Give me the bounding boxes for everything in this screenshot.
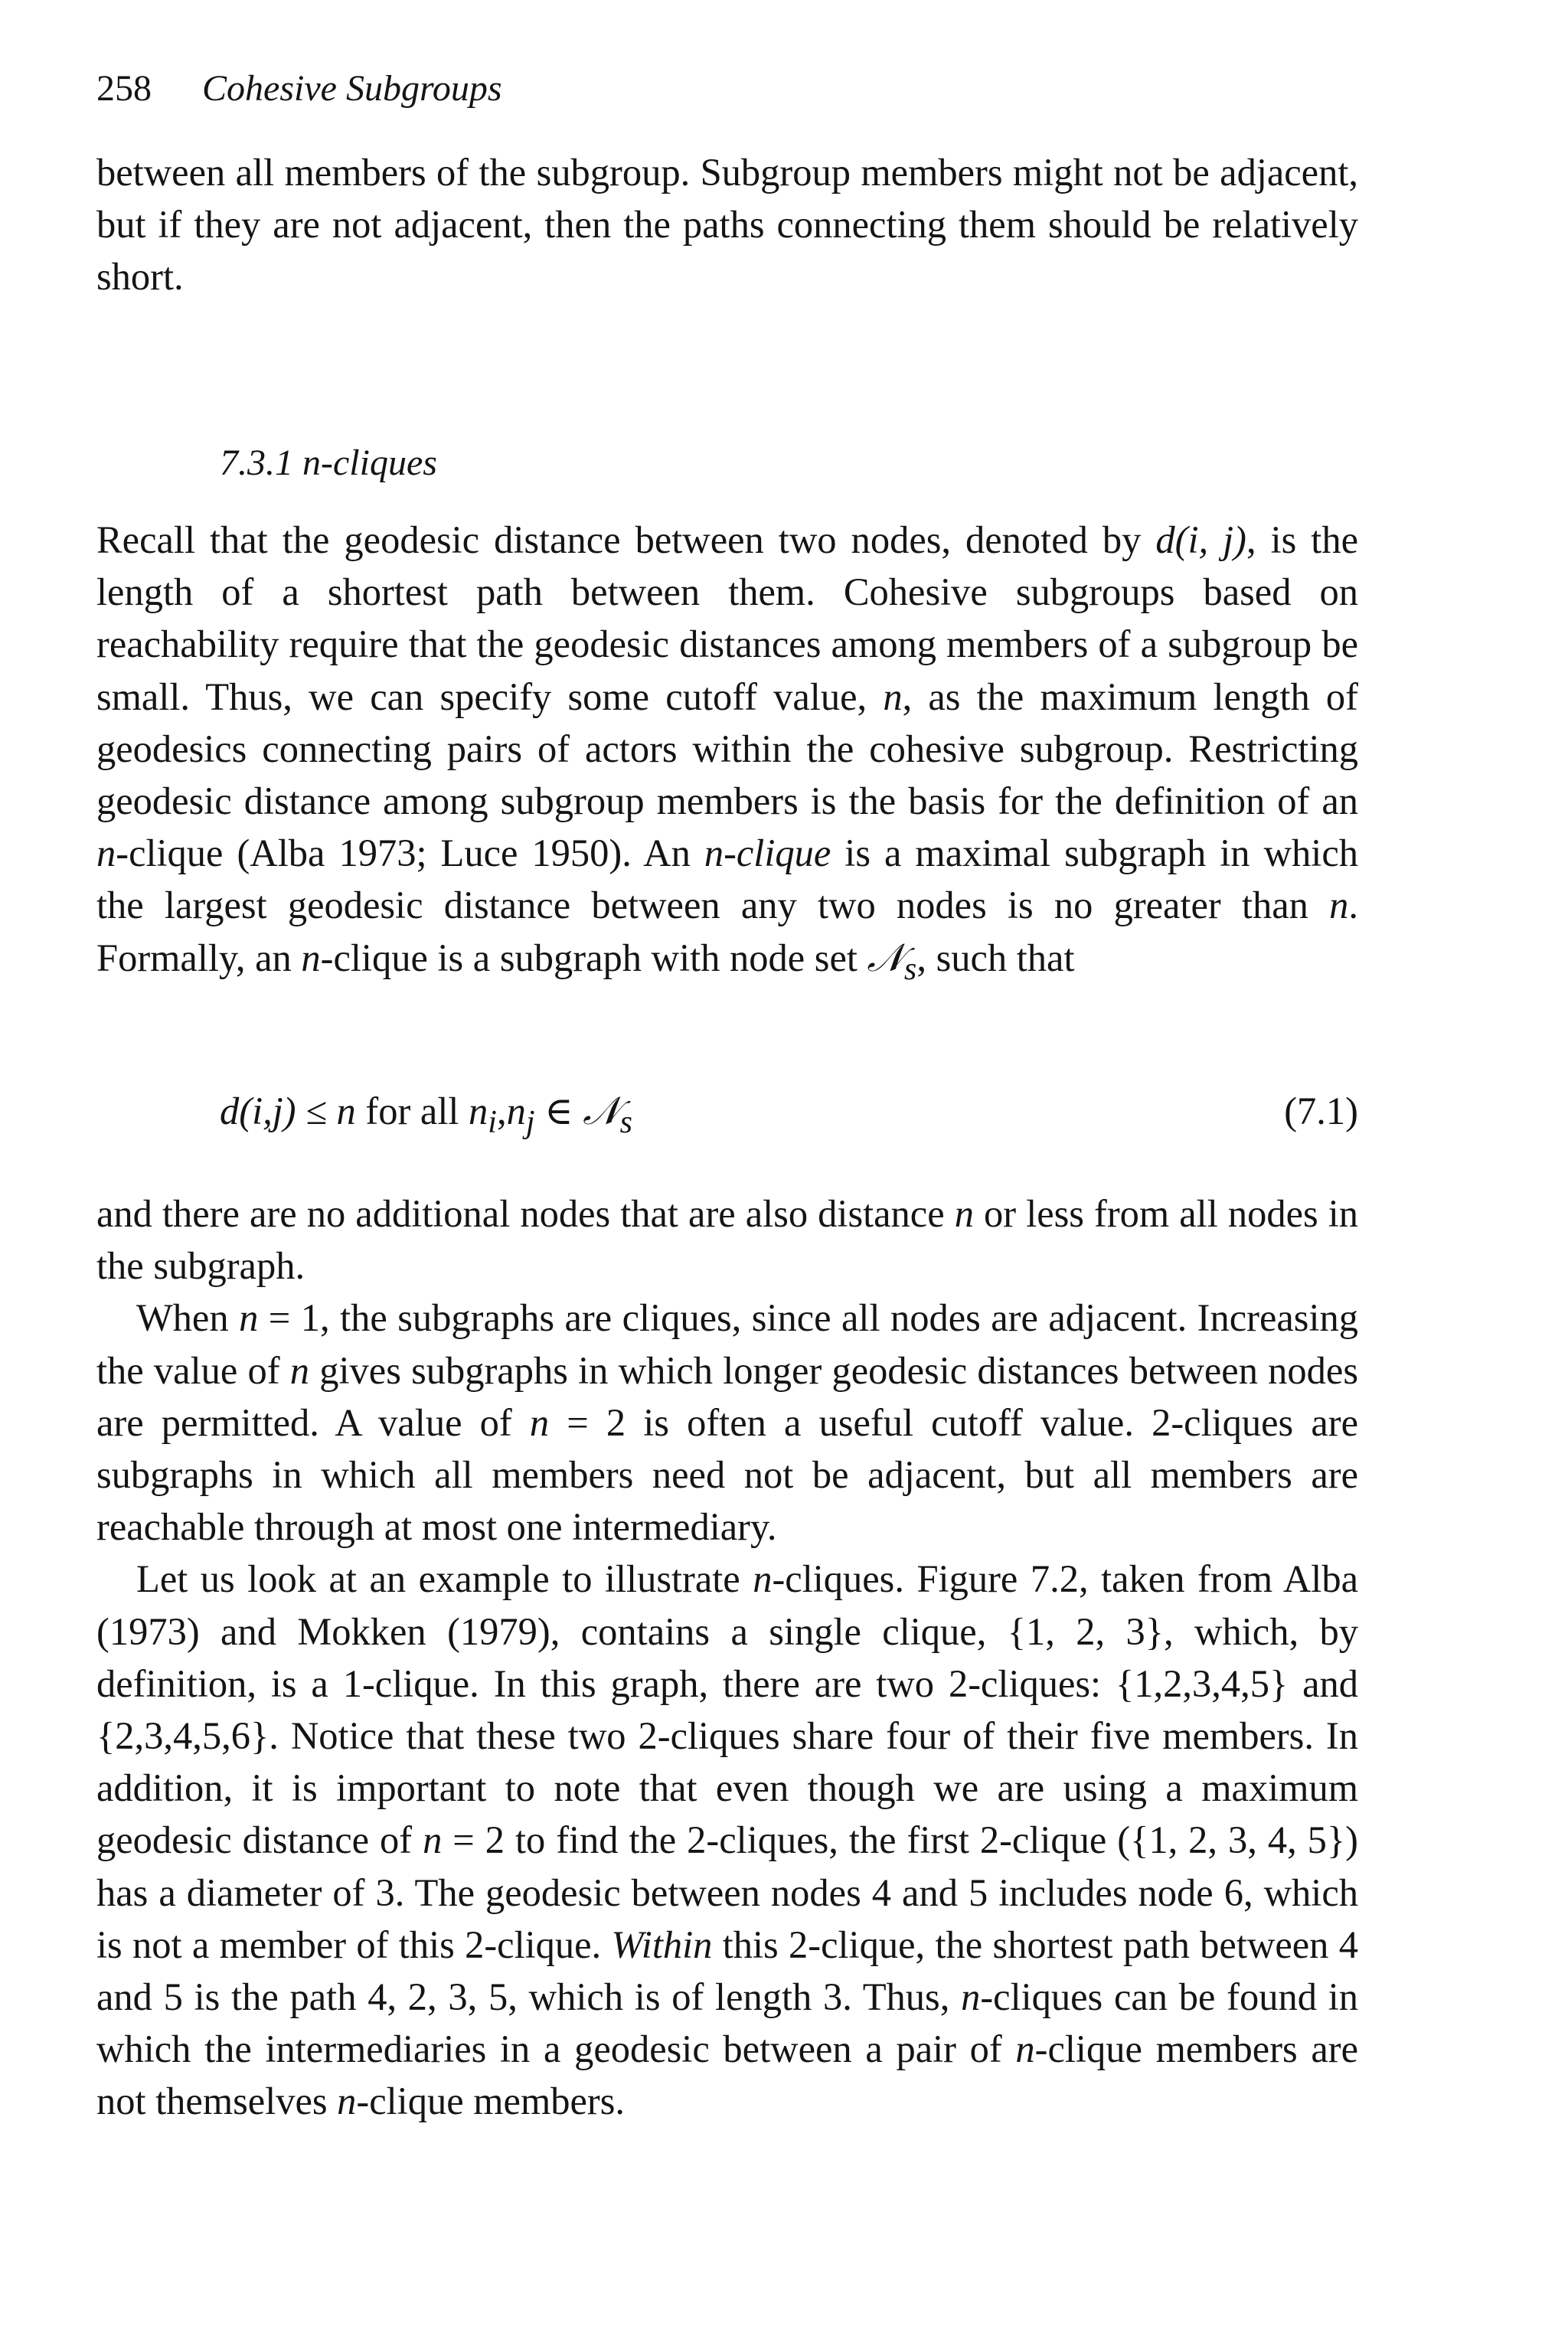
- section-number: 7.3.1: [220, 443, 293, 483]
- math-subscript: i: [488, 1105, 497, 1141]
- math-node-set: 𝒩: [867, 936, 904, 979]
- text-run: -clique members.: [356, 2080, 625, 2123]
- equation-comma: ,: [496, 1090, 507, 1132]
- intro-paragraph: [96, 146, 1358, 303]
- math-subscript: j: [525, 1105, 535, 1141]
- equation-lhs: d(i,j) ≤ n: [220, 1090, 356, 1132]
- math-subscript: s: [903, 951, 917, 987]
- text-run: -clique members are not themselves: [96, 2027, 1359, 2123]
- text-run: is a maximal subgraph in which the largest geodesic distance between any two nodes is no greater than: [96, 831, 1358, 927]
- math-n: n: [506, 1090, 526, 1132]
- body-text: [96, 1188, 1358, 2128]
- math-n: n: [289, 1348, 310, 1392]
- equation-text: for all: [355, 1090, 469, 1132]
- text-run: this 2-clique, the shortest path between 4 and 5 is the path 4, 2, 3, 5, which is of length 3. Thus,: [96, 1923, 1359, 2019]
- text-run: or less from all nodes in the subgraph.: [96, 1192, 1358, 1288]
- paragraph-3: [96, 1292, 1358, 1553]
- math-n: n: [753, 1557, 773, 1601]
- page-number: 258: [96, 68, 152, 109]
- text-run: , is the length of a shortest path between them. Cohesive subgroups based on reachability require that the geodesic distances among members of a subgroup be small. Thus, we can specify some cutoff value,: [96, 518, 1358, 718]
- text-run: -cliques. Figure 7.2, taken from Alba (1973) and Mokken (1979), contains a single clique, {1, 2, 3}, which, by definition, is a 1-clique. In this graph, there are two 2-cliques: {1,2,3,4,5} and {2,3,4,5,6}. Notice that these two 2-cliques share four of their five members. In addition, it is important to note that even though we are using a maximum geodesic distance of: [96, 1557, 1359, 1862]
- paragraph-2: [96, 1188, 1358, 1292]
- definition-paragraph: [96, 514, 1358, 995]
- math-n: n: [423, 1818, 443, 1862]
- text-run: -clique is a subgraph with node set: [320, 936, 867, 979]
- math-n: n: [469, 1090, 488, 1132]
- math-subscript: s: [619, 1105, 632, 1141]
- text-run: , such that: [916, 936, 1075, 979]
- text-run: = 2 is often a useful cutoff value. 2-cliques are subgraphs in which all members need not be adjacent, but all members are reachable through at most one intermediary.: [96, 1400, 1358, 1549]
- text-run: . Formally, an: [96, 884, 1358, 979]
- math-n: n: [529, 1400, 550, 1444]
- text-run: and there are no additional nodes that are also distance: [96, 1192, 955, 1235]
- intro-text: between all members of the subgroup. Subgroup members might not be adjacent, but if they are not adjacent, then the paths connecting them should be relatively short.: [96, 151, 1358, 299]
- term-n-clique: n-clique: [704, 831, 831, 875]
- math-dij: d(i, j): [1155, 518, 1246, 561]
- text-run: Let us look at an example to illustrate: [136, 1557, 753, 1601]
- paragraph-1: [96, 514, 1358, 995]
- text-run: = 1, the subgraphs are cliques, since all nodes are adjacent. Increasing the value of: [96, 1296, 1358, 1392]
- equation-label: (7.1): [1284, 1090, 1358, 1132]
- text-run: = 2 to find the 2-cliques, the first 2-clique ({1, 2, 3, 4, 5}) has a diameter of 3. The geodesic between nodes 4 and 5 includes node 6, which is not a member of this 2-clique.: [96, 1818, 1358, 1966]
- text-run: -cliques can be found in which the intermediaries in a geodesic between a pair of: [96, 1975, 1359, 2071]
- text-run: Recall that the geodesic distance between two nodes, denoted by: [96, 518, 1156, 561]
- math-n: n: [954, 1192, 974, 1235]
- emphasis-within: Within: [611, 1923, 713, 1966]
- math-n: n: [301, 936, 321, 979]
- text-run: When: [136, 1296, 240, 1340]
- math-member-set: ∈ 𝒩: [534, 1090, 620, 1132]
- text-run: gives subgraphs in which longer geodesic distances between nodes are permitted. A value of: [96, 1348, 1358, 1444]
- chapter-title: Cohesive Subgroups: [202, 68, 502, 109]
- running-head: [96, 66, 502, 112]
- text-run: , as the maximum length of geodesics connecting pairs of actors within the cohesive subgroup. Restricting geodesic distance among subgroup members is the basis for the definition of an: [96, 675, 1358, 823]
- paragraph-4: [96, 1553, 1358, 2127]
- section-title: n-cliques: [302, 443, 437, 483]
- equation-7-1: [220, 1085, 1358, 1148]
- math-n: n: [96, 831, 116, 875]
- math-n: n: [337, 2080, 357, 2123]
- math-n: n: [883, 675, 903, 718]
- math-n: n: [1015, 2027, 1035, 2071]
- section-heading: [220, 440, 437, 486]
- math-n: n: [239, 1296, 259, 1340]
- text-run: -clique (Alba 1973; Luce 1950). An: [116, 831, 704, 875]
- math-n: n: [1329, 884, 1349, 927]
- math-n: n: [961, 1975, 981, 2019]
